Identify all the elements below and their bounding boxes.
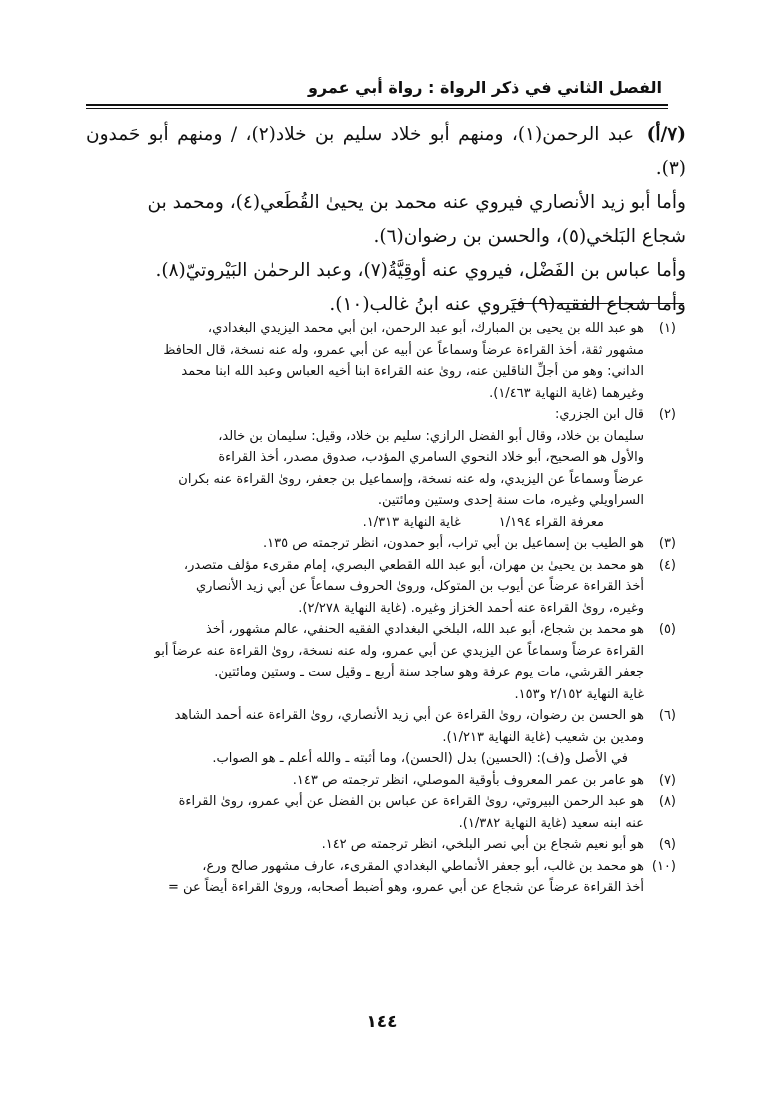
quote-line: والأول هو الصحيح، أبو خلاد النحوي السامري المؤدب، صدوق مصدر، أخذ القراءة xyxy=(218,450,644,465)
footnote-3 xyxy=(86,533,676,555)
footnote-number: (٨) xyxy=(658,794,676,809)
header-rule xyxy=(86,104,668,109)
quote-line: عرضاً وسماعاً عن اليزيدي، وله عنه نسخة، وإسماعيل بن جعفر، روىٰ القراءة عنه بكران xyxy=(178,471,644,487)
footnote-line: وغيرهما (غاية النهاية ١/٤٦٣). xyxy=(489,385,644,401)
footnote-number: (٧) xyxy=(658,772,676,788)
footnote-6 xyxy=(86,705,676,748)
footnotes xyxy=(86,318,676,899)
footnote-6-note: في الأصل و(ف): (الحسين) بدل (الحسن)، وما أثبته ـ والله أعلم ـ هو الصواب. xyxy=(212,751,628,766)
footnote-separator xyxy=(512,303,684,304)
main-line-5: وأما شجاع الفقيه(٩) فيَروي عنه ابنُ غالب(١٠). xyxy=(329,294,686,315)
footnote-line: هو محمد بن يحيىٰ بن مهران، أبو عبد الله القطعي البصري، إمام مقرىء مؤلف متصدر، xyxy=(183,557,644,573)
footnote-line: ومدين بن شعيب (غاية النهاية ١/٢١٣). xyxy=(442,729,644,745)
footnote-number: (١) xyxy=(658,321,676,336)
footnote-number: (٩) xyxy=(658,837,676,852)
main-line-2: وأما أبو زيد الأنصاري فيروي عنه محمد بن يحيىٰ القُطَعي(٤)، ومحمد بن xyxy=(147,192,686,213)
footnote-quote xyxy=(86,426,676,534)
main-text xyxy=(86,118,686,322)
quote-line: سليمان بن خلاد، وقال أبو الفضل الرازي: سليم بن خلاد، وقيل: سليمان بن خالد، xyxy=(218,428,644,444)
footnote-line: غاية النهاية ٢/١٥٢ و١٥٣. xyxy=(514,686,644,702)
footnote-1 xyxy=(86,318,676,404)
footnote-line: قال ابن الجزري: xyxy=(555,407,644,422)
footnote-number: (٢) xyxy=(658,407,676,422)
page-number: ١٤٤ xyxy=(366,1012,398,1032)
footnote-line: مشهور ثقة، أخذ القراءة عرضاً وسماعاً عن أبيه عن أبي عمرو، وله عنه نسخة، قال الحافظ xyxy=(163,342,644,358)
quote-line: السراويلي وغيره، مات سنة إحدى وستين ومائتين. xyxy=(377,493,644,508)
footnote-line: هو محمد بن شجاع، أبو عبد الله، البلخي البغدادي الفقيه الحنفي، عالم مشهور، أخذ xyxy=(205,622,644,637)
footnote-line: جعفر القرشي، مات يوم عرفة وهو ساجد سنة أربع ـ وقيل ست ـ وستين ومائتين. xyxy=(214,665,644,680)
footnote-line: وغيره، روىٰ القراءة عنه أحمد الخزاز وغيره. (غاية النهاية ٢/٢٧٨). xyxy=(298,600,644,616)
footnote-number: (٣) xyxy=(658,536,676,551)
main-line-1 xyxy=(86,118,686,186)
footnote-9 xyxy=(86,834,676,856)
running-header: الفصل الثاني في ذكر الرواة : رواة أبي عمرو xyxy=(307,78,662,97)
main-line-text: عبد الرحمن(١)، ومنهم أبو خلاد سليم بن خلاد(٢)، / ومنهم أبو حَمدون (٣). xyxy=(86,124,686,179)
footnote-2 xyxy=(86,404,676,426)
footnote-line: هو عبد الله بن يحيى بن المبارك، أبو عبد الرحمن، ابن أبي محمد اليزيدي البغدادي، xyxy=(207,321,644,336)
footnote-number: (٤) xyxy=(658,557,676,573)
footnote-number: (٦) xyxy=(658,708,676,723)
footnote-line: هو محمد بن غالب، أبو جعفر الأنماطي البغدادي المقرىء، عارف مشهور صالح ورع، xyxy=(202,858,644,874)
footnote-4 xyxy=(86,555,676,620)
footnote-line: أخذ القراءة عرضاً عن أيوب بن المتوكل، وروىٰ الحروف سماعاً عن أبي زيد الأنصاري xyxy=(195,579,644,594)
footnote-line: هو الحسن بن رضوان، روىٰ القراءة عن أبي زيد الأنصاري، روىٰ القراءة عنه أحمد الشاهد xyxy=(174,708,644,723)
main-line-4: وأما عباس بن الفَضْل، فيروي عنه أوقِيَّةُ(٧)، وعبد الرحمٰن البَيْروتيّ(٨). xyxy=(155,260,686,281)
manuscript-folio-ref: (٧/أ) xyxy=(646,124,686,145)
footnote-line: أخذ القراءة عرضاً عن شجاع عن أبي عمرو، وهو أضبط أصحابه، وروىٰ القراءة أيضاً عن = xyxy=(168,880,644,895)
main-line-3: شجاع البَلخي(٥)، والحسن بن رضوان(٦). xyxy=(373,226,686,247)
footnote-7 xyxy=(86,770,676,792)
footnote-number: (١٠) xyxy=(651,858,676,874)
footnote-number: (٥) xyxy=(658,622,676,637)
footnote-line: عنه ابنه سعيد (غاية النهاية ١/٣٨٢). xyxy=(458,815,644,831)
footnote-5 xyxy=(86,619,676,705)
footnote-line: القراءة عرضاً وسماعاً عن اليزيدي عن أبي عمرو، وله عنه نسخة، روىٰ القراءة عنه عرضاً أبو xyxy=(154,643,644,659)
footnote-line: هو أبو نعيم شجاع بن أبي نصر البلخي، انظر ترجمته ص ١٤٢. xyxy=(321,837,644,852)
source-ref: معرفة القراء ١/١٩٤ xyxy=(498,514,604,530)
footnote-line: هو عامر بن عمر المعروف بأوقية الموصلي، انظر ترجمته ص ١٤٣. xyxy=(292,772,644,788)
source-ref: غاية النهاية ١/٣١٣. xyxy=(362,514,461,530)
footnote-line: هو الطيب بن إسماعيل بن أبي تراب، أبو حمدون، انظر ترجمته ص ١٣٥. xyxy=(263,536,644,551)
footnote-line: هو عبد الرحمن البيروتي، روىٰ القراءة عن عباس بن الفضل عن أبي عمرو، روىٰ القراءة xyxy=(178,794,644,809)
footnote-8 xyxy=(86,791,676,834)
footnote-line: الداني: وهو من أجلِّ الناقلين عنه، روىٰ عنه القراءة ابنا أخيه العباس وعبد الله ابنا محمد xyxy=(181,364,644,379)
quote-sources xyxy=(86,512,644,534)
footnote-10 xyxy=(86,856,676,899)
